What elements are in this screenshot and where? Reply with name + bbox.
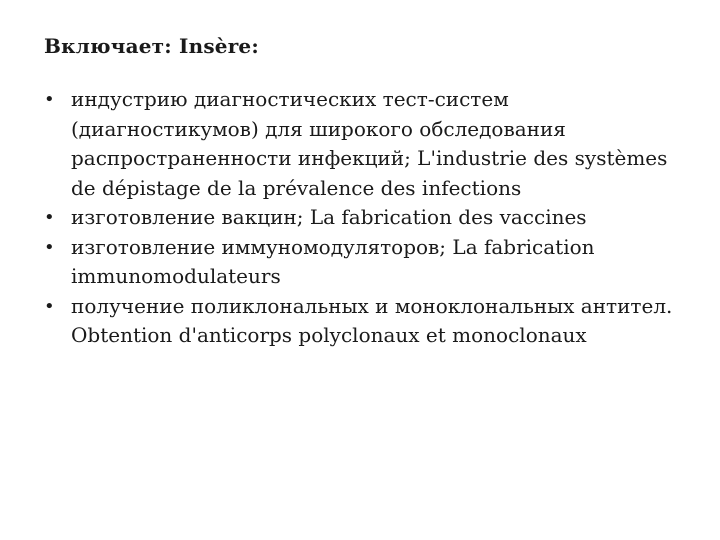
list-item-text: изготовление вакцин; La fabrication des vaccines bbox=[71, 205, 587, 229]
list-item-text: получение поликлональных и моноклональных антител. Obtention d'anticorps polyclonaux et monoclonaux bbox=[71, 293, 673, 347]
list-item-text: изготовление иммуномодуляторов; La fabrication immunomodulateurs bbox=[71, 234, 595, 288]
slide-heading: Включает: Insère: bbox=[44, 34, 259, 58]
list-item-text: индустрию диагностических тест-систем (диагностикумов) для широкого обследования распространенности инфекций; L'industrie des systèmes de dépistage de la prévalence des infections bbox=[71, 87, 668, 200]
list-item bbox=[44, 203, 694, 233]
bullet-icon: • bbox=[44, 295, 55, 317]
bullet-icon: • bbox=[44, 236, 55, 258]
list-item bbox=[44, 85, 694, 203]
list-item bbox=[44, 233, 694, 292]
bullet-icon: • bbox=[44, 89, 55, 110]
bullet-list bbox=[44, 85, 694, 351]
bullet-icon: • bbox=[44, 207, 55, 228]
list-item bbox=[44, 292, 694, 351]
